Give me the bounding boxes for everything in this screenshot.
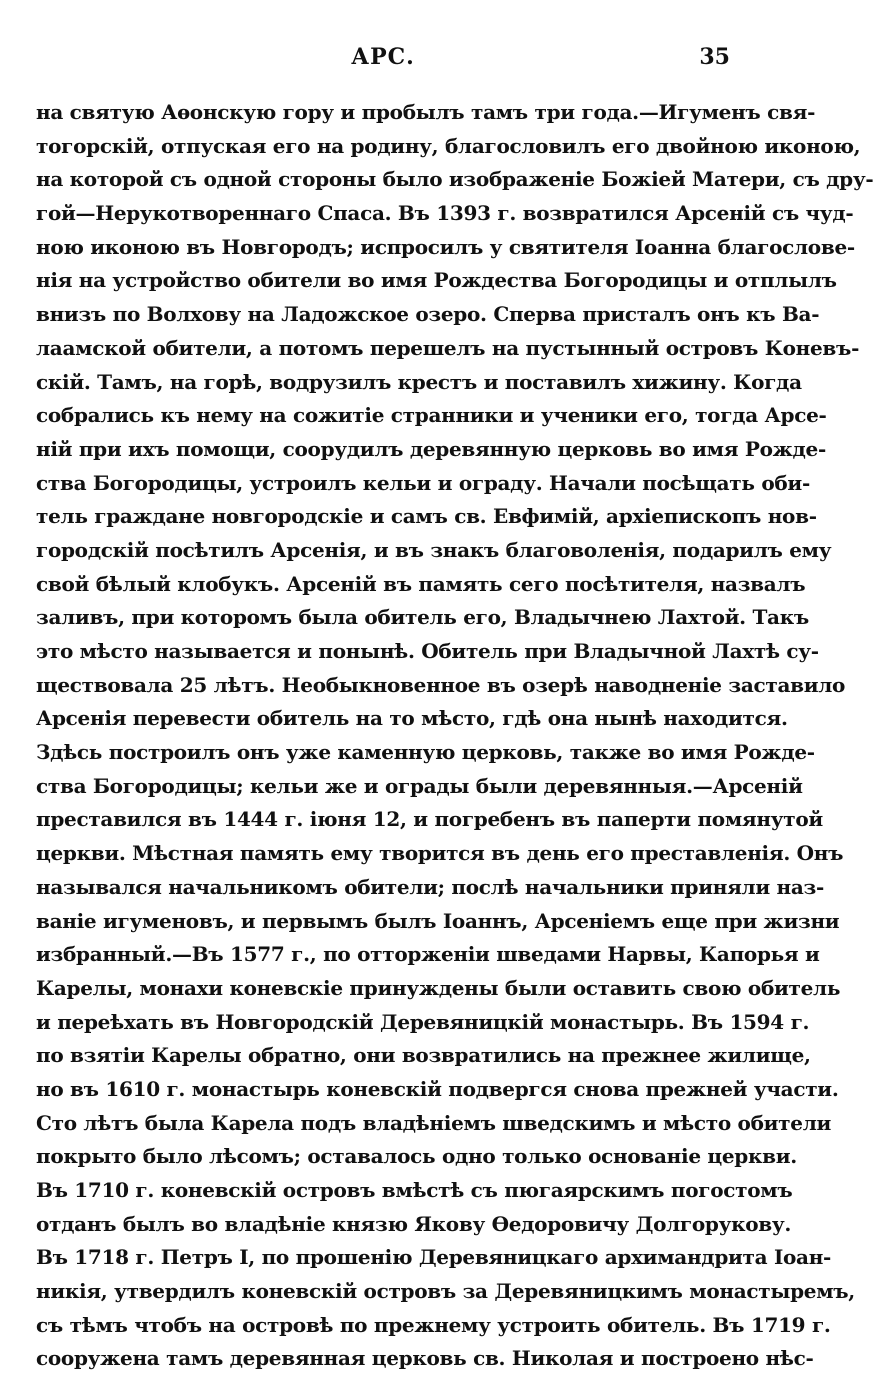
text-line: ною иконою въ Новгородъ; испросилъ у святителя Іоанна благослове- — [36, 234, 855, 259]
text-line: Сто лѣтъ была Карела подъ владѣніемъ шведскимъ и мѣсто обители — [36, 1110, 832, 1135]
text-line: преставился въ 1444 г. іюня 12, и погребенъ въ паперти помянутой — [36, 807, 823, 832]
text-line: гой—Нерукотвореннаго Спаса. Въ 1393 г. возвратился Арсеній съ чуд- — [36, 201, 854, 226]
text-line: городскій посѣтилъ Арсенія, и въ знакъ благоволенія, подарилъ ему — [36, 537, 832, 562]
text-line: назывался начальникомъ обители; послѣ начальники приняли наз- — [36, 874, 824, 899]
running-head — [0, 44, 766, 74]
text-line: избранный.—Въ 1577 г., по отторженіи шведами Нарвы, Капорья и — [36, 942, 820, 967]
text-line: ства Богородицы, устроилъ кельи и ограду. Начали посѣщать оби- — [36, 470, 810, 495]
text-line: скій. Тамъ, на горѣ, водрузилъ крестъ и поставилъ хижину. Когда — [36, 369, 802, 394]
text-line: отданъ былъ во владѣніе князю Якову Ѳедоровичу Долгорукову. — [36, 1211, 792, 1236]
text-line: церкви. Мѣстная память ему творится въ день его преставленія. Онъ — [36, 841, 844, 866]
text-line: тель граждане новгородскіе и самъ св. Евфимій, архіепископъ нов- — [36, 504, 817, 529]
text-line: собрались къ нему на сожитіе странники и ученики его, тогда Арсе- — [36, 403, 827, 428]
text-line: Здѣсь построилъ онъ уже каменную церковь, также во имя Рожде- — [36, 740, 815, 765]
text-line: ства Богородицы; кельи же и ограды были деревянныя.—Арсеній — [36, 773, 803, 798]
page-number: 35 — [699, 44, 730, 70]
text-line: тогорскій, отпуская его на родину, благословилъ его двойною иконою, — [36, 133, 861, 158]
text-line: но въ 1610 г. монастырь коневскій подвергся снова прежней участи. — [36, 1076, 839, 1101]
text-line: свой бѣлый клобукъ. Арсеній въ память сего посѣтителя, назвалъ — [36, 571, 806, 596]
text-line: на которой съ одной стороны было изображеніе Божіей Матери, съ дру- — [36, 167, 873, 192]
text-line: Карелы, монахи коневскіе принуждены были оставить свою обитель — [36, 975, 841, 1000]
text-line: ществовала 25 лѣтъ. Необыкновенное въ озерѣ наводненіе заставило — [36, 672, 846, 697]
text-line: никія, утвердилъ коневскій островъ за Деревяницкимъ монастыремъ, — [36, 1279, 855, 1304]
text-line: ваніе игуменовъ, и первымъ былъ Іоаннъ, Арсеніемъ еще при жизни — [36, 908, 840, 933]
text-line: съ тѣмъ чтобъ на островѣ по прежнему устроить обитель. Въ 1719 г. — [36, 1312, 831, 1337]
text-line: и переѣхать въ Новгородскій Деревяницкій монастырь. Въ 1594 г. — [36, 1009, 810, 1034]
body-text — [36, 96, 873, 1376]
text-line: ній при ихъ помощи, соорудилъ деревянную церковь во имя Рожде- — [36, 436, 826, 461]
text-line: внизъ по Волхову на Ладожское озеро. Сперва присталъ онъ къ Ва- — [36, 302, 820, 327]
text-line: покрыто было лѣсомъ; оставалось одно только основаніе церкви. — [36, 1144, 797, 1169]
text-line: заливъ, при которомъ была обитель его, Владычнею Лахтой. Такъ — [36, 605, 809, 630]
text-line: нія на устройство обители во имя Рождества Богородицы и отплылъ — [36, 268, 837, 293]
text-line: это мѣсто называется и понынѣ. Обитель при Владычной Лахтѣ су- — [36, 639, 819, 663]
text-line: Въ 1718 г. Петръ I, по прошенію Деревяницкаго архимандрита Іоан- — [36, 1245, 832, 1270]
text-line: Арсенія перевести обитель на то мѣсто, гдѣ она нынѣ находится. — [36, 706, 788, 731]
text-line: лаамской обители, а потомъ перешелъ на пустынный островъ Коневъ- — [36, 335, 860, 360]
text-line: Въ 1710 г. коневскій островъ вмѣстѣ съ пюгаярскимъ погостомъ — [36, 1178, 793, 1202]
text-line: по взятіи Карелы обратно, они возвратились на прежнее жилище, — [36, 1043, 811, 1068]
running-title: АРС. — [351, 44, 415, 70]
text-line: сооружена тамъ деревянная церковь св. Николая и построено нѣс- — [36, 1346, 814, 1371]
text-line: на святую Аѳонскую гору и пробылъ тамъ три года.—Игуменъ свя- — [36, 100, 816, 124]
